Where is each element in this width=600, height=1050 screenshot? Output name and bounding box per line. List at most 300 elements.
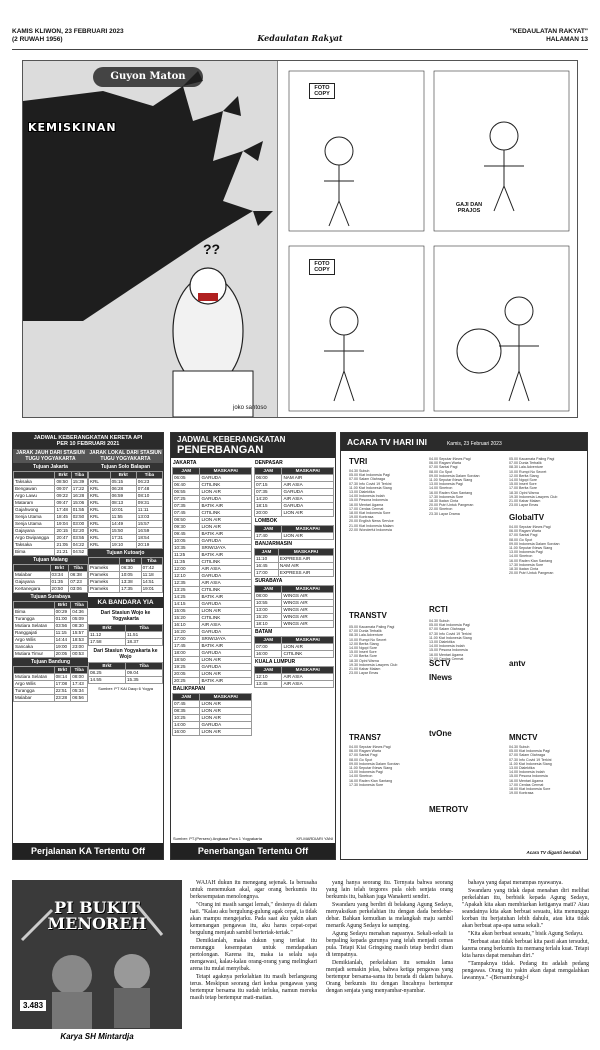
train-col-right — [88, 449, 163, 702]
fotocopy-sign-1: FOTO COPY — [309, 83, 335, 99]
table-cell: Bengawan — [14, 486, 55, 493]
tv-programs-5 — [429, 619, 504, 661]
table-row — [173, 587, 252, 594]
flight-sec-kl: KUALA LUMPUR — [254, 658, 334, 666]
table-row — [89, 507, 163, 514]
table-cell: CITILINK — [200, 587, 252, 594]
table-cell: 18:53 — [71, 637, 88, 644]
table-flight-balik — [172, 693, 252, 736]
table-cell: KRL — [89, 479, 111, 486]
channel-trans7: TRANS7 — [349, 733, 382, 742]
table-row — [14, 521, 88, 528]
table-flight-denpasar — [254, 467, 334, 517]
table-cell: 03:56 — [54, 623, 71, 630]
table-cell: CITILINK — [200, 559, 252, 566]
serial-story — [190, 880, 590, 1045]
table-row — [14, 637, 88, 644]
story-paragraph: Demikianlah, maka dukun yang terikat itu menunggu kesempatan untuk mendapatkan pertolongan. Karena itu, maka ia selalu saja mengawasi, kalau-kalau orang-orang yang melingkari arena itu mulai menyibak. — [190, 938, 317, 972]
header-cell — [89, 472, 111, 479]
table-row — [173, 510, 252, 517]
table-head — [255, 549, 334, 556]
comic-strip — [22, 60, 578, 418]
table-cell: 15:06 — [71, 500, 87, 507]
table-head — [14, 472, 88, 479]
table-row — [173, 475, 252, 482]
header-cell: MASKAPAI — [282, 468, 334, 475]
table-cell: 07:23 — [69, 579, 88, 586]
table-cell: 07:45 — [173, 701, 200, 708]
program-line: 05.00 Kacamata Paling Pagi — [509, 457, 555, 461]
table-cell: 10:01 — [110, 507, 136, 514]
program-line: 14.00 Ngopi Sore — [509, 478, 537, 483]
table-cell: 06:28 — [110, 486, 136, 493]
table-cell: 19:25 — [173, 664, 200, 671]
program-line: 07.30 Info Covid 19 Terkini — [429, 631, 472, 636]
table-cell: 10:05 — [173, 538, 200, 545]
tv-programs-6 — [509, 525, 584, 575]
table-row — [173, 650, 252, 657]
table-row — [173, 496, 252, 503]
program-line: 17.00 Cerdas Cermat — [349, 506, 384, 511]
table-flight-surabaya — [254, 585, 334, 628]
table-row — [89, 542, 163, 549]
table-cell: KRL — [89, 507, 111, 514]
header-cell: Brkt — [89, 625, 126, 632]
table-cell: 16:00 — [173, 729, 200, 736]
table-cell: 07:48 — [136, 486, 162, 493]
train-sec-solo: Tujuan Solo Balapan — [88, 463, 163, 471]
program-line: 05.00 Kiat Indonesia Pagi — [509, 749, 550, 754]
program-line: 23.30 Layar Drama — [429, 511, 460, 516]
table-row — [173, 671, 252, 678]
channel-rcti: RCTI — [429, 605, 448, 614]
table-cell: 12:00 — [173, 566, 200, 573]
table-cell: 06:59 — [110, 493, 136, 500]
table-cell: KRL — [89, 521, 111, 528]
table-cell: Gajayana — [14, 528, 55, 535]
train-sec-kutoarjo: Tujuan Kutoarjo — [88, 549, 163, 557]
table-cell: LION AIR — [282, 644, 334, 651]
table-cell: Prameks — [89, 572, 120, 579]
header-cell: Tiba — [126, 663, 163, 670]
table-cell: 10:05 — [120, 572, 141, 579]
comic-banner: KEMISKINAN — [28, 121, 117, 134]
table-cell: 18:15 — [255, 503, 282, 510]
channel-inews: INews — [429, 673, 453, 682]
table-cell: Prameks — [89, 565, 120, 572]
program-line: 18.30 Opini Warna — [509, 490, 539, 495]
program-line: 04.00 Seputar iNews Pagi — [349, 745, 391, 749]
table-row — [14, 616, 88, 623]
program-line: 11.00 Seputar iNews Siang — [429, 478, 473, 483]
comic-sketches — [279, 61, 577, 417]
program-line: 07.00 Santai Pagi — [429, 465, 458, 470]
table-row — [14, 486, 88, 493]
header-cell — [89, 558, 120, 565]
table-malang — [13, 564, 88, 593]
table-cell: Malabar — [14, 695, 55, 702]
table-cell: LION AIR — [200, 608, 252, 615]
episode-number: 3.483 — [20, 1000, 46, 1011]
table-cell: Mutiara Timur — [14, 651, 55, 658]
flight-title: JADWAL KEBERANGKATAN PENERBANGAN — [171, 433, 335, 458]
table-flight-lombok — [254, 525, 334, 540]
table-row — [255, 563, 334, 570]
header-cell: Tiba — [141, 558, 162, 565]
yia-route-1: Dari Stasiun Wojo ke Yogyakarta — [100, 610, 151, 622]
table-cell: 00:53 — [71, 651, 88, 658]
table-cell: BATIK AIR — [200, 678, 252, 685]
header-cell: Tiba — [71, 472, 87, 479]
header-cell: MASKAPAI — [278, 549, 333, 556]
table-cell: 19:04 — [55, 521, 71, 528]
table-row — [173, 608, 252, 615]
table-row — [255, 496, 334, 503]
table-cell: 06:56 — [71, 695, 88, 702]
table-cell: 17:00 — [255, 570, 279, 577]
program-line: 04.00 Seputar iNews Pagi — [509, 525, 551, 529]
table-row — [89, 486, 163, 493]
table-cell: 15.35 — [126, 677, 163, 684]
table-head — [255, 586, 334, 593]
program-line: 17.00 Berita Sore — [349, 654, 377, 659]
table-cell: 16:45 — [255, 563, 279, 570]
table-row — [89, 500, 163, 507]
table-cell: AIR ASIA — [200, 580, 252, 587]
story-paragraph: "Kita akan berbuat sesuatu," bisik Agung Sedayu. — [468, 931, 584, 937]
table-cell: 08:35 — [173, 708, 200, 715]
train-source: Sumber: PT KAI Daop 6 Yogya — [98, 686, 153, 691]
table-head — [14, 565, 88, 572]
story-col-3 — [462, 880, 589, 983]
channel-tvri: TVRI — [349, 457, 368, 466]
program-line: 11.00 Kiat Indonesia Siang — [429, 635, 472, 640]
table-cell: KRL — [89, 542, 111, 549]
table-cell: 15:57 — [71, 630, 88, 637]
table-cell: Prameks — [89, 586, 120, 593]
program-line: 16.00 Raden Kian Santang — [349, 778, 393, 783]
header-page: "KEDAULATAN RAKYAT" HALAMAN 13 — [509, 28, 588, 43]
table-row — [255, 482, 334, 489]
program-line: 05.00 Kacamata Paling Pagi — [349, 625, 395, 629]
table-cell: 22:51 — [54, 688, 71, 695]
question-marks: ?? — [203, 241, 221, 257]
table-surabaya — [13, 601, 88, 658]
program-line: 08.00 Go Spot — [429, 469, 453, 474]
table-row — [173, 601, 252, 608]
program-line: 19.00 Kontrasa — [509, 791, 534, 796]
table-cell: 10:55 — [255, 600, 282, 607]
program-line: 09.00 Indonesia Dalam Sorotan — [509, 541, 560, 546]
table-cell: CITILINK — [200, 482, 252, 489]
header-cell — [14, 667, 55, 674]
story-col-2 — [326, 880, 453, 996]
story-paragraph: "Orang ini masih sangat lemah," desisnya di dalam hati. "Kalau aku bergulung-gulung agak cepat, ia tidak akan mampu mengejarku. Pada saat aku yakin akan kemenangan pengawas itu, aku harus cepat-cepat bergulung menjauh sambil berteriak-teriak." — [190, 902, 317, 936]
table-cell: LION AIR — [200, 701, 252, 708]
table-cell: 18:00 — [173, 650, 200, 657]
program-line: 14.00 Indonesia Indah — [349, 494, 385, 499]
table-cell: GARUDA — [200, 538, 252, 545]
table-cell: SRIWIJAYA — [200, 636, 252, 643]
table-cell: 18:54 — [136, 535, 162, 542]
table-row — [89, 514, 163, 521]
program-line: 04.30 Subuh — [509, 745, 530, 749]
table-cell: 17:45 — [173, 643, 200, 650]
table-cell: KRL — [89, 493, 111, 500]
table-row — [255, 674, 334, 681]
table-row — [173, 594, 252, 601]
program-line: 17.30 Indonesia Sore — [349, 782, 384, 787]
table-cell: 18:10 — [255, 621, 282, 628]
program-line: 04.30 Subuh — [429, 619, 450, 623]
table-cell: LION AIR — [200, 671, 252, 678]
table-cell: 06:38 — [69, 572, 88, 579]
program-line: 18.30 Ikatan Cinta — [509, 567, 539, 572]
table-cell: Senja Utama — [14, 514, 55, 521]
train-col-left — [13, 449, 88, 702]
table-cell: Ranggajati — [14, 630, 55, 637]
table-row — [255, 475, 334, 482]
table-row — [14, 586, 88, 593]
table-cell: GARUDA — [200, 573, 252, 580]
table-row — [255, 651, 334, 658]
table-cell: 13:38 — [120, 579, 141, 586]
table-row — [173, 559, 252, 566]
table-cell: 07:35 — [173, 503, 200, 510]
table-cell: WINGS AIR — [282, 607, 334, 614]
flight-footer: Penerbangan Tertentu Off — [171, 843, 335, 859]
table-cell: BATIK AIR — [200, 503, 252, 510]
story-paragraph: "Berbuat atau tidak berbuat kita pasti akan tersudut, karena orang berkumis itu memang terlalu kuat. Tetapi kita harus dapat menahan diri." — [462, 939, 589, 959]
table-cell: Turangga — [14, 616, 55, 623]
table-cell: NAM AIR — [282, 475, 334, 482]
table-row — [14, 535, 88, 542]
table-cell: LION AIR — [200, 524, 252, 531]
table-cell: 08:00 — [255, 593, 282, 600]
table-cell: LION AIR — [200, 708, 252, 715]
program-line: 09.00 Indonesia Dalam Sorotan — [429, 473, 480, 478]
table-head — [255, 667, 334, 674]
table-cell: 21:05 — [55, 542, 71, 549]
table-row — [89, 670, 163, 677]
table-cell: Gajahwong — [14, 507, 55, 514]
table-cell: 04:22 — [71, 542, 87, 549]
table-row — [255, 614, 334, 621]
table-row — [173, 524, 252, 531]
table-cell: LION AIR — [282, 510, 334, 517]
story-paragraph: "Tampaknya tidak. Pedang itu adalah pedang pengawas. Orang itu yakin akan dapat mengalahkan lawannya." -(Bersambung)-f — [462, 961, 589, 981]
flight-schedule — [170, 432, 336, 860]
table-row — [89, 639, 163, 646]
program-line: 12.00 Berita Siang — [509, 473, 539, 478]
table-cell: 11:35 — [173, 559, 200, 566]
table-row — [255, 556, 334, 563]
table-row — [173, 729, 252, 736]
table-cell: 09:31 — [136, 500, 162, 507]
program-line: 06.00 Ragam Warta — [429, 461, 462, 466]
table-cell: BATIK AIR — [200, 643, 252, 650]
table-cell: 03:55 — [71, 535, 87, 542]
program-line: 11.00 Kiat Indonesia Siang — [349, 485, 392, 490]
table-cell: Argo Wilis — [14, 681, 55, 688]
program-line: 14.00 Sinetron — [509, 554, 533, 559]
table-cell: 05:15 — [110, 479, 136, 486]
fotocopy-sign-2: FOTO COPY — [309, 259, 335, 275]
table-cell: EXPRESS AIR — [278, 556, 333, 563]
table-cell: BATIK AIR — [200, 552, 252, 559]
table-cell: 17:00 — [173, 636, 200, 643]
program-line: 07.00 Santai Pagi — [509, 533, 538, 538]
table-cell: 11:11 — [136, 507, 162, 514]
table-flight-bpn — [254, 548, 334, 577]
table-cell: 16:28 — [71, 493, 87, 500]
table-cell: 07:15 — [255, 482, 282, 489]
table-cell: 07:35 — [255, 489, 282, 496]
program-line: 11.00 Seputar iNews Siang — [509, 546, 553, 551]
table-cell: 15:57 — [136, 521, 162, 528]
tv-note: Acara TV diganti berubah — [526, 850, 581, 855]
table-cell: 21:21 — [55, 549, 71, 556]
story-paragraph: WAJAH dukun itu menegang sejenak. Ia berusaha untuk menemukan akal, agar orang berkumis itu berkesempatan menolongnya. — [190, 880, 317, 900]
header-cell: JAM — [255, 526, 282, 533]
table-cell: 07:00 — [255, 644, 282, 651]
table-row — [14, 514, 88, 521]
program-line: 14.00 Indonesia Indah — [429, 644, 465, 649]
table-cell: 17:40 — [255, 533, 282, 540]
table-row — [14, 674, 88, 681]
program-line: 07.00 Salam Olahraga — [429, 627, 465, 632]
table-cell: GARUDA — [282, 503, 334, 510]
channel-metrotv: METROTV — [429, 805, 469, 814]
table-row — [173, 566, 252, 573]
table-cell: 20:25 — [173, 678, 200, 685]
table-cell: Turangga — [14, 688, 55, 695]
header-cell: MASKAPAI — [200, 468, 252, 475]
header-cell: JAM — [173, 694, 200, 701]
flight-sec-batam: BATAM — [254, 628, 334, 636]
program-line: 16.00 Raden Kian Santang — [429, 490, 473, 495]
program-line: 11.00 Seputar iNews Siang — [349, 766, 393, 771]
story-col-1 — [190, 880, 317, 1003]
table-cell: Bima — [14, 609, 55, 616]
header-cell: Brkt — [89, 663, 126, 670]
table-cell: 19:00 — [54, 644, 71, 651]
table-row — [14, 528, 88, 535]
table-head — [173, 468, 252, 475]
table-row — [255, 533, 334, 540]
header-cell: Tiba — [126, 625, 163, 632]
table-cell: 17:08 — [54, 681, 71, 688]
table-row — [255, 570, 334, 577]
program-line: 19.00 Kontrasa — [349, 515, 374, 520]
program-line: 18.00 Kiat Indonesia Sore — [509, 787, 551, 792]
flight-sec-denpasar: DENPASAR — [254, 459, 334, 467]
table-cell: 03:06 — [69, 586, 88, 593]
story-paragraph: bahaya yang dapat merampas nyawanya. — [468, 880, 563, 886]
table-head — [255, 468, 334, 475]
table-cell: 06:40 — [173, 482, 200, 489]
channel-global: GlobalTV — [509, 513, 545, 522]
table-cell: 05:34 — [71, 688, 88, 695]
train-sec-surabaya: Tujuan Surabaya — [13, 593, 88, 601]
table-cell: 00:29 — [54, 609, 71, 616]
program-line: 08.00 Go Spot — [349, 757, 373, 762]
table-cell: 20:05 — [54, 651, 71, 658]
table-cell: 15:20 — [173, 615, 200, 622]
program-line: 10.00 Rumpi No Secret — [349, 637, 387, 642]
story-paragraph: Tetapi agaknya perkelahian itu masih berlangsung terus. Meskipun seorang dari kedua pengawas yang bertempur bersama itu sudah terluka, namun mereka masih tetap bertempur mati-matian. — [190, 974, 317, 1001]
table-cell: 15:05 — [173, 608, 200, 615]
table-cell: 08:50 — [173, 517, 200, 524]
story-paragraph: Swandaru yang tidak dapat menahan diri melihat perkelahian itu, berbisik kepada Agung Sedayu, "Apakah kita akan membiarkan ketiganya mati? Atau seandainya kita akan berbuat sesuatu, kita menunggu korban itu berjatuhan lebih dahulu, atau kita tidak akan berbuat apa-apa sama sekali." — [462, 888, 589, 929]
table-cell: 07:42 — [141, 565, 162, 572]
tv-programs-2 — [429, 457, 504, 516]
table-cell: 20:47 — [55, 535, 71, 542]
table-row — [14, 623, 88, 630]
header-cell: JAM — [255, 667, 282, 674]
program-line: 21.00 Kabar Malam — [509, 499, 541, 504]
table-cell: 17.58 — [89, 639, 126, 646]
table-cell: 09:47 — [55, 500, 71, 507]
table-cell: 14:51 — [141, 579, 162, 586]
tv-programs-1 — [349, 469, 424, 532]
tv-programs-3 — [509, 457, 584, 507]
table-cell: LION AIR — [200, 517, 252, 524]
table-bandung — [13, 666, 88, 702]
program-line: 16.00 Mentari Agama — [429, 652, 464, 657]
table-cell: LION AIR — [200, 729, 252, 736]
table-cell: 06:00 — [255, 475, 282, 482]
table-cell: Taksaka — [14, 542, 55, 549]
serial-poster — [12, 880, 182, 1045]
table-head — [14, 602, 88, 609]
table-row — [255, 503, 334, 510]
channel-mnctv: MNCTV — [509, 733, 538, 742]
header-cell: Brkt — [120, 558, 141, 565]
table-cell: Senja Utama — [14, 521, 55, 528]
table-cell: GARUDA — [200, 496, 252, 503]
table-cell: 11:15 — [54, 630, 71, 637]
table-cell: Argo Dwipangga — [14, 535, 55, 542]
train-schedule — [12, 432, 164, 860]
program-line: 20.00 English News Service — [349, 519, 394, 524]
table-cell: 14.55 — [89, 677, 126, 684]
program-line: 22.00 Wonderful Indonesia — [349, 527, 392, 532]
train-sub-long: JARAK JAUH DARI STASIUN TUGU YOGYAKARTA — [13, 449, 88, 463]
table-cell: 01:55 — [71, 507, 87, 514]
header-cell: Brkt — [55, 472, 71, 479]
table-cell: AIR ASIA — [200, 566, 252, 573]
table-cell: 11.51 — [126, 632, 163, 639]
program-line: 23.00 Layar Emas — [349, 671, 379, 676]
table-cell: 01:00 — [54, 616, 71, 623]
table-cell: Mutiara Selatan — [14, 674, 55, 681]
table-cell: 06:30 — [120, 565, 141, 572]
table-cell: 06:05 — [173, 475, 200, 482]
table-head — [89, 663, 163, 670]
header-cell — [14, 472, 55, 479]
table-cell: GARUDA — [282, 489, 334, 496]
header-date: KAMIS KLIWON, 23 FEBRUARI 2023 (2 RUWAH 1956) — [12, 28, 124, 43]
table-cell: 16:20 — [173, 629, 200, 636]
table-row — [14, 500, 88, 507]
table-cell: Argo Lawu — [14, 493, 55, 500]
table-cell: Argo Wilis — [14, 637, 55, 644]
table-head — [89, 558, 163, 565]
program-line: 10.00 Rumpi No Secret — [509, 469, 547, 474]
table-cell: 07:25 — [173, 496, 200, 503]
table-cell: AIR ASIA — [282, 681, 334, 688]
